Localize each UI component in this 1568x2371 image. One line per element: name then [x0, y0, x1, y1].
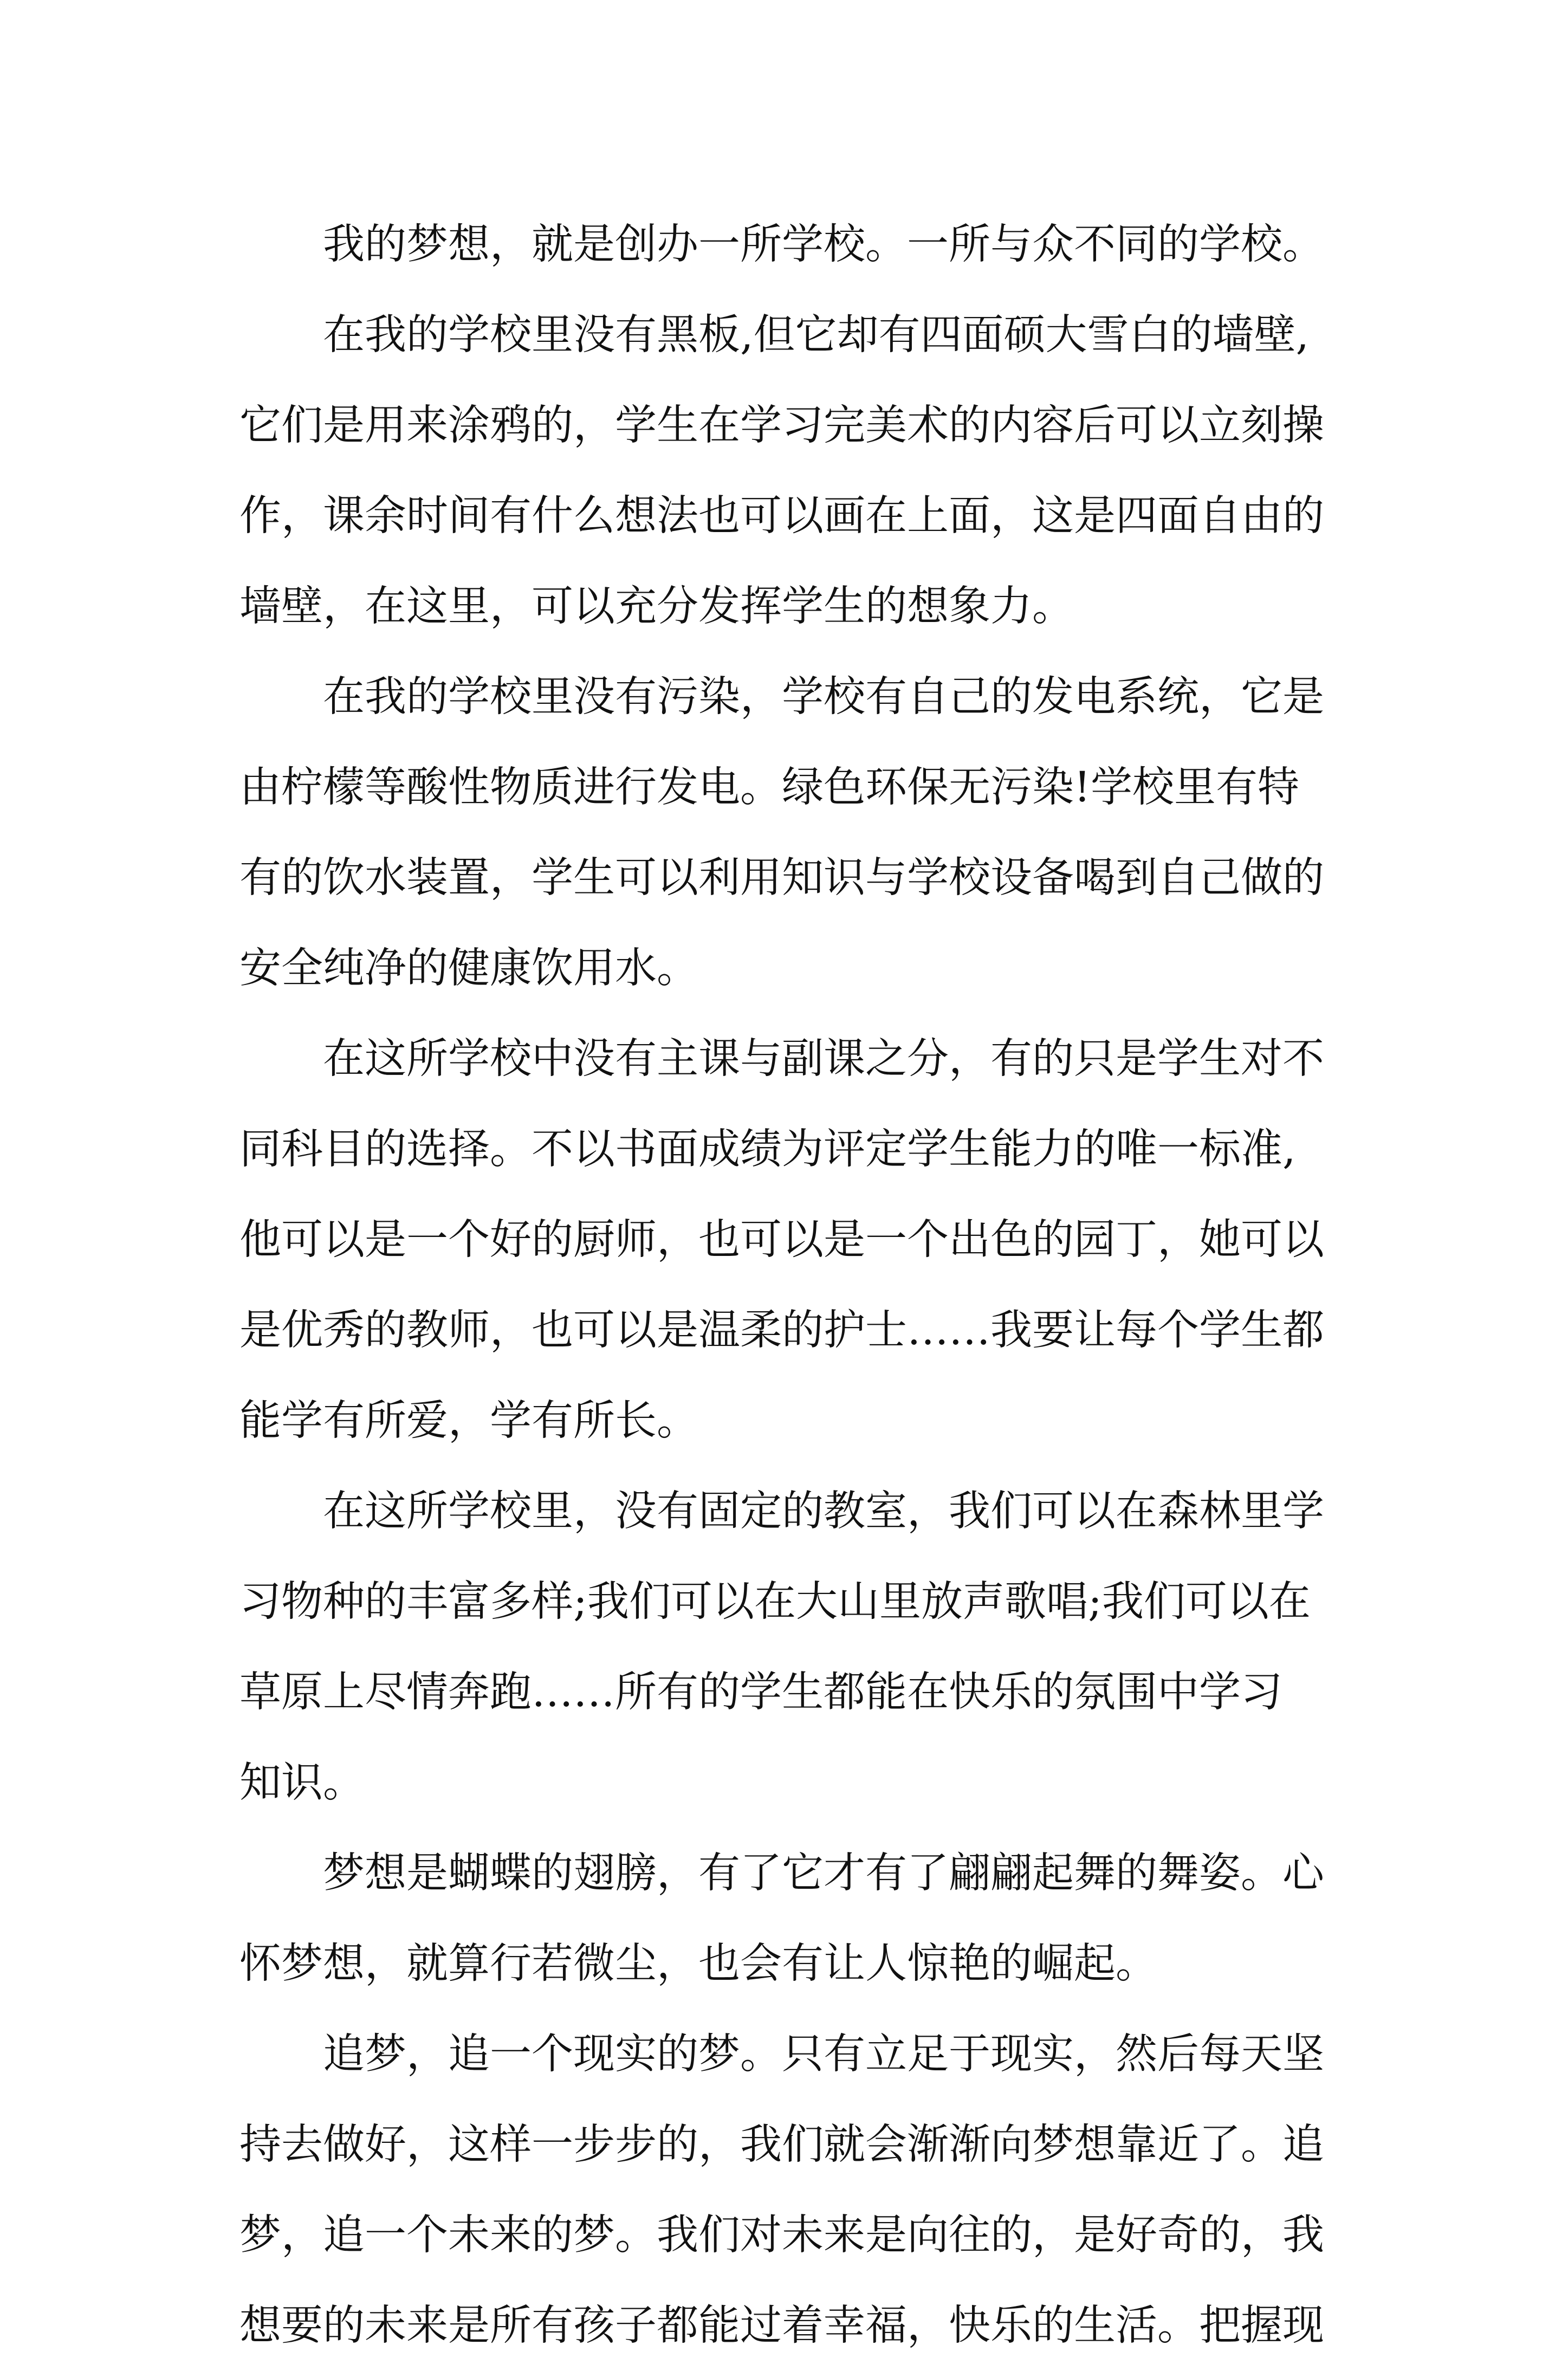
document-body: [239, 199, 1334, 2371]
paragraph-2: 在我的学校里没有黑板,但它却有四面硕大雪白的墙壁, 它们是用来涂鸦的，学生在学习完美术的内容后可以立刻操 作，课余时间有什么想法也可以画在上面，这是四面自由的 墙壁，在这里，可以充分发挥学生的想象力。: [239, 311, 1324, 631]
paragraph-4: 在这所学校中没有主课与副课之分，有的只是学生对不 同科目的选择。不以书面成绩为评定学生能力的唯一标准, 他可以是一个好的厨师，也可以是一个出色的园丁，她可以 是优秀的教师，也可以是温柔的护士……我要让每个学生都 能学有所爱，学有所长。: [239, 1035, 1324, 1445]
paragraph-3: 在我的学校里没有污染，学校有自己的发电系统，它是 由柠檬等酸性物质进行发电。绿色环保无污染!学校里有特 有的饮水装置，学生可以利用知识与学校设备喝到自己做的 安全纯净的健康饮用水。: [239, 673, 1324, 993]
paragraph-5: 在这所学校里，没有固定的教室，我们可以在森林里学 习物种的丰富多样;我们可以在大山里放声歌唱;我们可以在 草原上尽情奔跑……所有的学生都能在快乐的氛围中学习 知识。: [239, 1487, 1324, 1807]
paragraph-1: 我的梦想，就是创办一所学校。一所与众不同的学校。: [323, 221, 1324, 269]
paragraph-6: 梦想是蝴蝶的翅膀，有了它才有了翩翩起舞的舞姿。心 怀梦想，就算行若微尘，也会有让人惊艳的崛起。: [239, 1849, 1324, 1988]
paragraph-7: 追梦，追一个现实的梦。只有立足于现实，然后每天坚 持去做好，这样一步步的，我们就会渐渐向梦想靠近了。追 梦，追一个未来的梦。我们对未来是向往的，是好奇的，我 想要的未来是所有孩子都能过着幸福，快乐的生活。把握现: [239, 2030, 1324, 2350]
